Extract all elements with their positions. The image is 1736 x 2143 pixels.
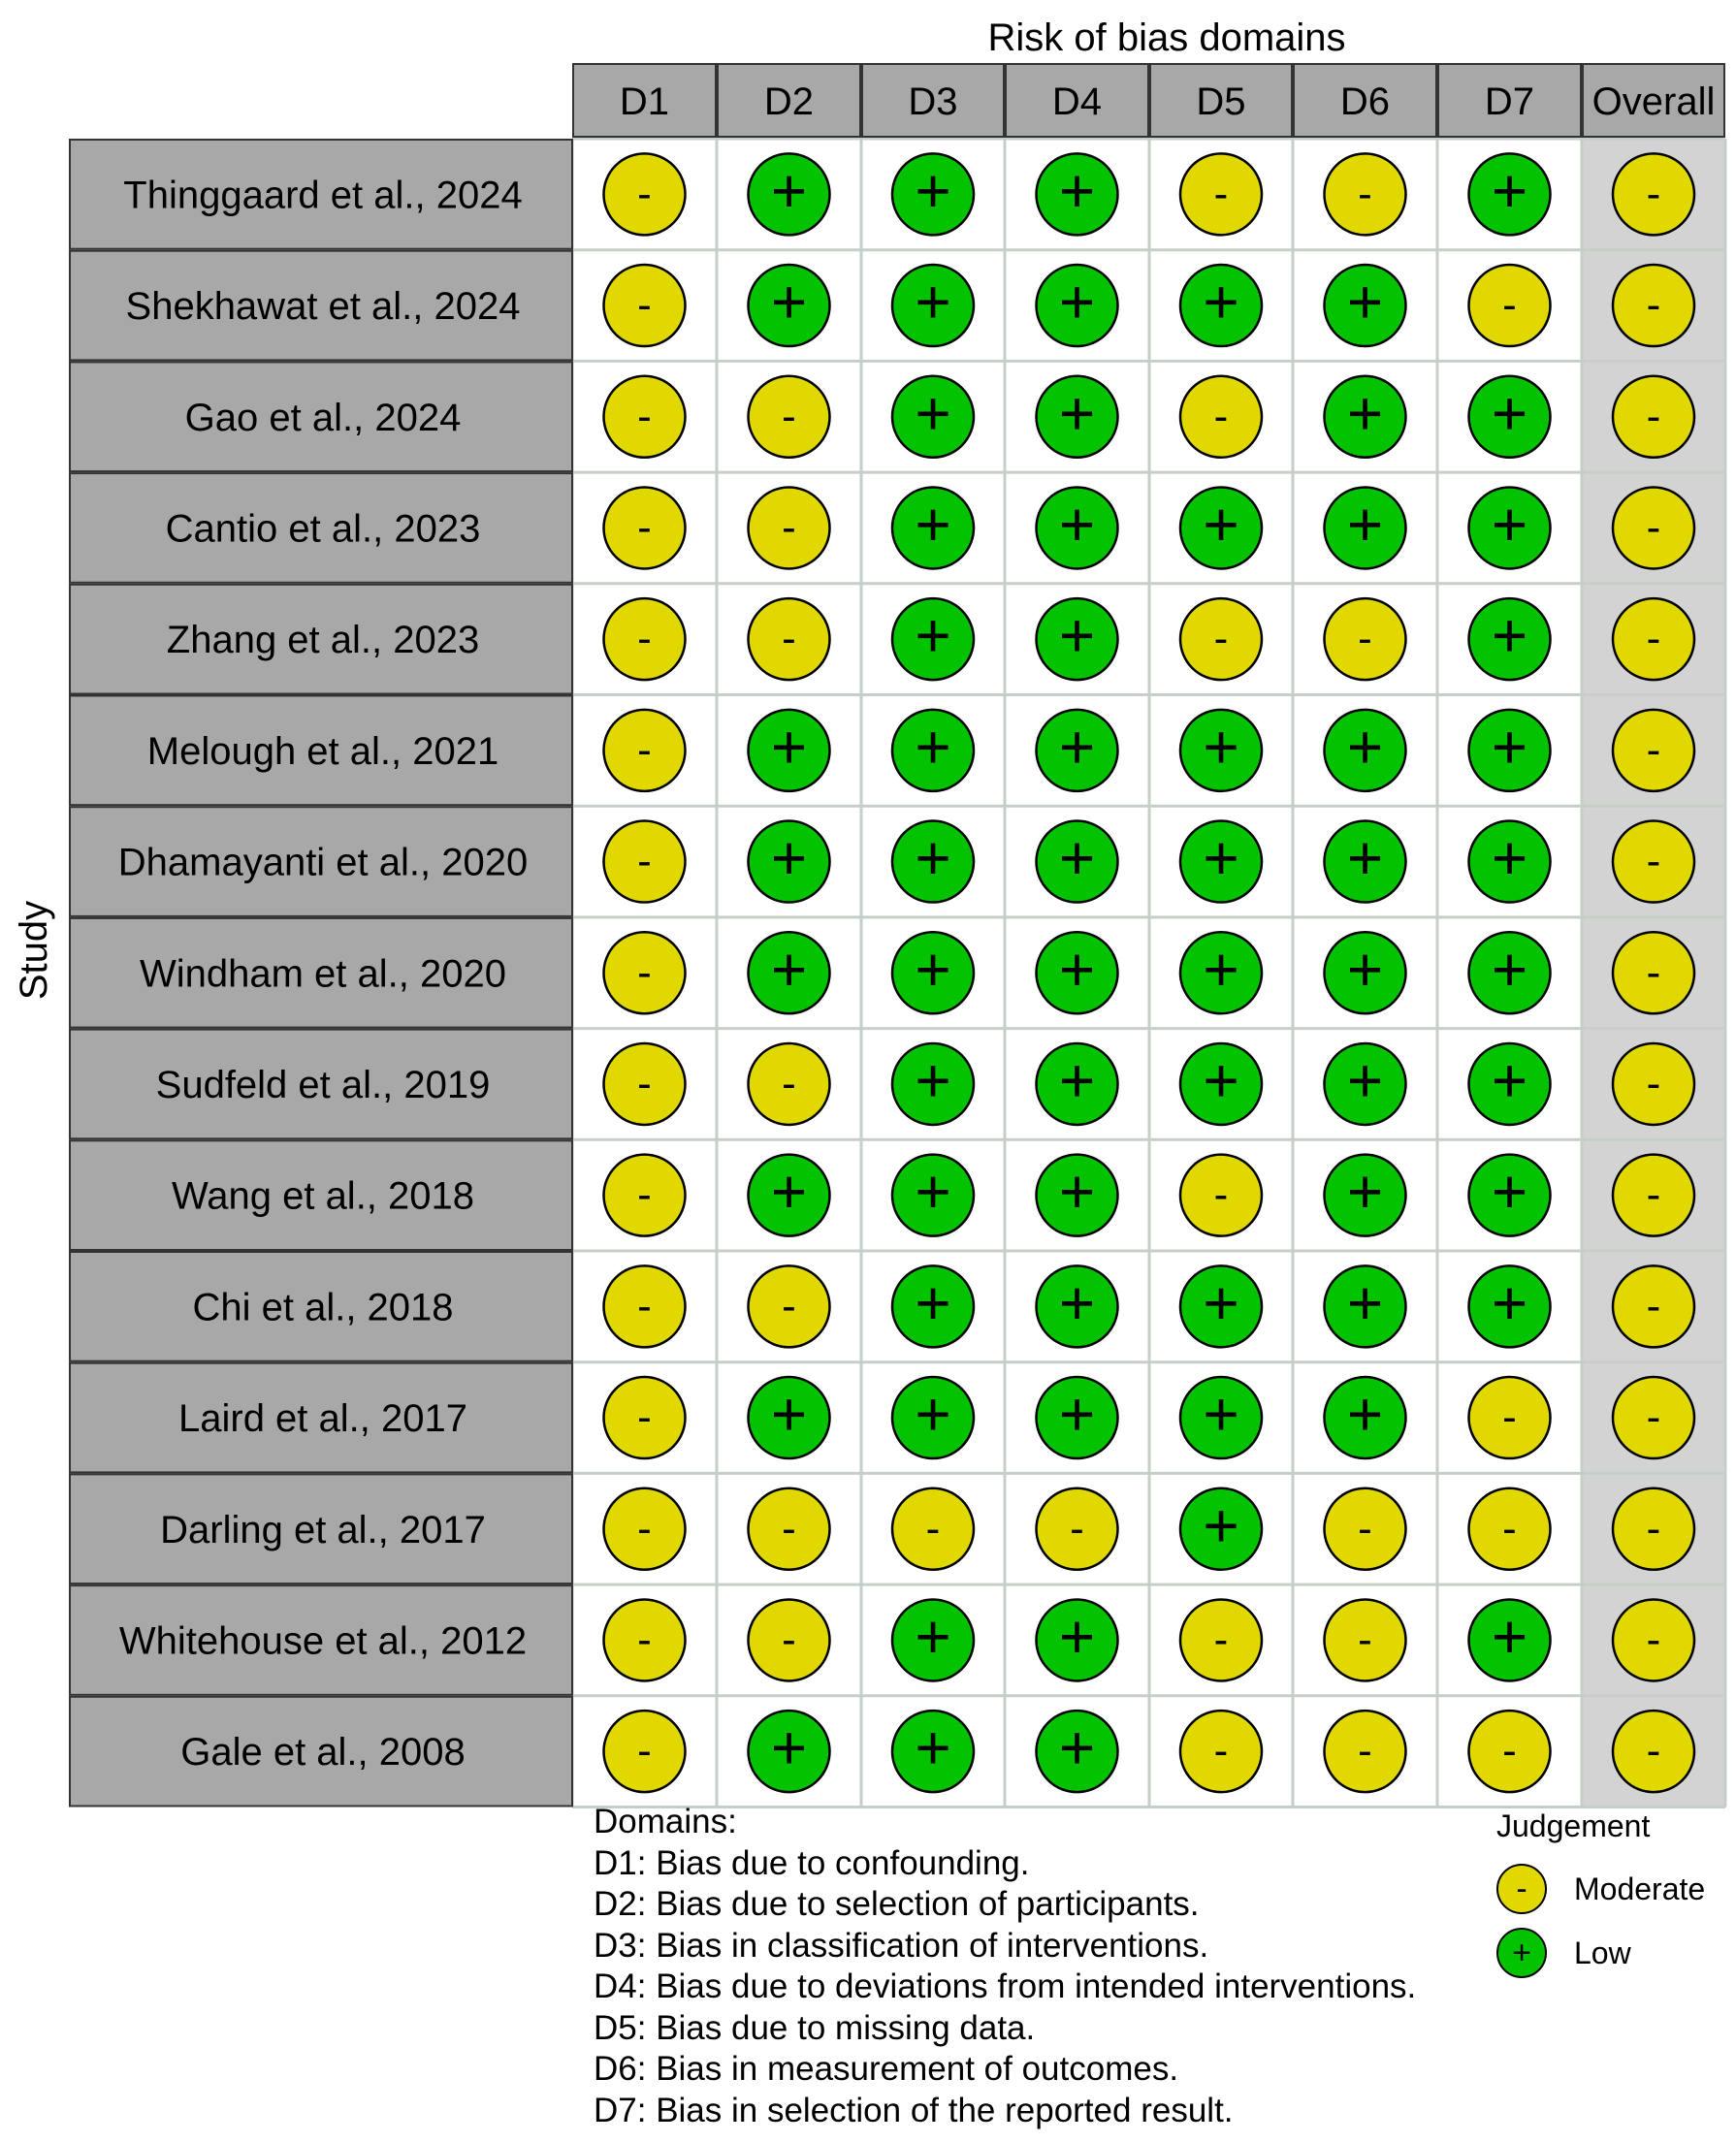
study-label: Darling et al., 2017 xyxy=(160,1508,486,1551)
judgement-symbol: + xyxy=(1058,1044,1096,1115)
judgement-symbol: + xyxy=(1491,822,1528,893)
judgement-symbol: + xyxy=(1058,377,1096,448)
study-label: Cantio et al., 2023 xyxy=(165,507,481,551)
low-dot-icon: + xyxy=(1496,1928,1547,1978)
study-label: Wang et al., 2018 xyxy=(171,1174,475,1218)
judgement-symbol: - xyxy=(1646,170,1661,218)
domain-note-d5: D5: Bias due to missing data. xyxy=(594,2008,1036,2047)
column-header-label: D6 xyxy=(1339,80,1391,123)
judgement-symbol: - xyxy=(1213,615,1229,663)
judgement-symbol: - xyxy=(1646,837,1661,885)
judgement-symbol: + xyxy=(1058,267,1096,337)
judgement-symbol: + xyxy=(1203,1379,1239,1450)
judgement-symbol: - xyxy=(1213,392,1229,440)
judgement-symbol: + xyxy=(915,155,951,226)
study-label: Thinggaard et al., 2024 xyxy=(123,174,523,217)
judgement-symbol: - xyxy=(1646,503,1661,552)
domain-notes xyxy=(594,1802,1416,2131)
judgement-symbol: + xyxy=(915,1156,951,1227)
judgement-symbol: - xyxy=(782,1615,796,1664)
judgement-symbol: - xyxy=(1502,1727,1517,1775)
judgement-symbol: + xyxy=(1058,711,1096,782)
chart-title: Risk of bias domains xyxy=(987,16,1346,59)
study-label: Gao et al., 2024 xyxy=(184,396,462,439)
study-label: Shekhawat et al., 2024 xyxy=(125,285,521,329)
judgement-symbol: + xyxy=(770,155,808,226)
judgement-symbol: + xyxy=(1203,1267,1239,1338)
judgement-symbol: - xyxy=(1646,615,1661,663)
judgement-symbol: - xyxy=(1358,170,1372,218)
y-axis-label: Study xyxy=(13,900,55,1001)
judgement-symbol: - xyxy=(1213,170,1229,218)
judgement-symbol: - xyxy=(782,615,796,663)
judgement-symbol: - xyxy=(637,615,652,663)
column-header-label: D2 xyxy=(763,80,815,123)
judgement-symbol: + xyxy=(1491,934,1528,1005)
judgement-symbol: + xyxy=(1346,377,1384,448)
judgement-symbol: + xyxy=(1346,822,1384,893)
judgement-symbol: - xyxy=(1646,1059,1661,1107)
judgement-symbol: - xyxy=(1646,1615,1661,1664)
judgement-grid xyxy=(70,64,1725,1807)
judgement-symbol: + xyxy=(1491,1044,1528,1115)
domain-note-d3: D3: Bias in classification of interventions. xyxy=(594,1926,1209,1965)
judgement-symbol: + xyxy=(1058,822,1096,893)
domain-note-d2: D2: Bias due to selection of participants. xyxy=(594,1885,1200,1923)
column-header-label: D1 xyxy=(619,80,670,123)
judgement-symbol: - xyxy=(1358,1727,1372,1775)
judgement-symbol: + xyxy=(1203,267,1239,337)
judgement-symbol: - xyxy=(782,1282,796,1330)
judgement-symbol: + xyxy=(1203,711,1239,782)
judgement-symbol: + xyxy=(1058,1379,1096,1450)
study-label: Melough et al., 2021 xyxy=(146,729,499,773)
column-header-label: D7 xyxy=(1484,80,1535,123)
judgement-symbol: - xyxy=(1646,281,1661,330)
judgement-symbol: + xyxy=(1058,1712,1096,1783)
judgement-symbol: + xyxy=(1346,1379,1384,1450)
judgement-symbol: + xyxy=(1203,934,1239,1005)
legend-title: Judgement xyxy=(1496,1808,1651,1843)
judgement-symbol: + xyxy=(1346,711,1384,782)
judgement-symbol: + xyxy=(770,711,808,782)
judgement-symbol: + xyxy=(1491,1156,1528,1227)
judgement-symbol: + xyxy=(770,1379,808,1450)
study-label: Zhang et al., 2023 xyxy=(166,619,480,662)
judgement-symbol: + xyxy=(1058,1601,1096,1672)
judgement-symbol: - xyxy=(1213,1170,1229,1219)
judgement-symbol: + xyxy=(1491,600,1528,671)
judgement-symbol: + xyxy=(770,1156,808,1227)
judgement-symbol: + xyxy=(915,711,951,782)
study-label: Dhamayanti et al., 2020 xyxy=(117,841,529,884)
domain-note-d1: D1: Bias due to confounding. xyxy=(594,1843,1030,1882)
judgement-symbol: - xyxy=(637,1170,652,1219)
study-label: Whitehouse et al., 2012 xyxy=(118,1619,528,1663)
judgement-symbol: + xyxy=(1491,1601,1528,1672)
judgement-symbol: + xyxy=(1058,155,1096,226)
judgement-symbol: - xyxy=(637,392,652,440)
judgement-symbol: + xyxy=(915,1379,951,1450)
judgement-symbol: - xyxy=(1502,281,1517,330)
judgement-symbol: + xyxy=(1058,489,1096,560)
legend-item-low xyxy=(1496,1926,1631,1980)
judgement-symbol: - xyxy=(782,392,796,440)
judgement-symbol: - xyxy=(1646,725,1661,774)
study-label: Laird et al., 2017 xyxy=(178,1397,467,1441)
judgement-symbol: - xyxy=(637,725,652,774)
judgement-symbol: + xyxy=(1058,1156,1096,1227)
judgement-symbol: - xyxy=(637,1727,652,1775)
judgement-symbol: - xyxy=(1213,1615,1229,1664)
judgement-symbol: + xyxy=(1058,1267,1096,1338)
judgement-symbol: + xyxy=(915,377,951,448)
domains-title: Domains: xyxy=(594,1803,737,1840)
judgement-symbol: - xyxy=(637,948,652,997)
judgement-symbol: - xyxy=(637,1615,652,1664)
judgement-symbol: + xyxy=(1491,155,1528,226)
judgement-symbol: + xyxy=(1346,267,1384,337)
judgement-symbol: + xyxy=(1346,934,1384,1005)
moderate-dot-icon: - xyxy=(1496,1864,1547,1914)
judgement-symbol: + xyxy=(1346,489,1384,560)
judgement-symbol: + xyxy=(1346,1267,1384,1338)
judgement-symbol: + xyxy=(1058,934,1096,1005)
study-label: Windham et al., 2020 xyxy=(140,952,506,996)
judgement-symbol: - xyxy=(637,170,652,218)
domain-note-d6: D6: Bias in measurement of outcomes. xyxy=(594,2050,1179,2088)
judgement-symbol: + xyxy=(915,489,951,560)
study-label: Chi et al., 2018 xyxy=(192,1286,454,1329)
column-header-label: D5 xyxy=(1196,80,1246,123)
column-header-label: D3 xyxy=(908,80,958,123)
judgement-symbol: - xyxy=(1358,1615,1372,1664)
judgement-symbol: - xyxy=(925,1504,941,1552)
judgement-symbol: + xyxy=(915,600,951,671)
judgement-symbol: + xyxy=(915,1601,951,1672)
judgement-symbol: - xyxy=(637,281,652,330)
judgement-symbol: + xyxy=(915,934,951,1005)
study-label: Sudfeld et al., 2019 xyxy=(155,1063,491,1106)
judgement-symbol: - xyxy=(1358,615,1372,663)
judgement-symbol: + xyxy=(770,934,808,1005)
judgement-symbol: + xyxy=(1491,377,1528,448)
domain-note-d4: D4: Bias due to deviations from intended interventions. xyxy=(594,1967,1417,2005)
judgement-symbol: - xyxy=(1358,1504,1372,1552)
judgement-symbol: - xyxy=(1646,392,1661,440)
judgement-symbol: - xyxy=(637,503,652,552)
judgement-symbol: - xyxy=(1646,1393,1661,1442)
column-header-label: Overall xyxy=(1591,80,1716,123)
judgement-symbol: + xyxy=(915,822,951,893)
domain-note-d7: D7: Bias in selection of the reported result. xyxy=(594,2091,1234,2129)
judgement-symbol: + xyxy=(915,1712,951,1783)
judgement-symbol: + xyxy=(1491,1267,1528,1338)
judgement-symbol: + xyxy=(1491,711,1528,782)
judgement-symbol: + xyxy=(1346,1156,1384,1227)
judgement-symbol: - xyxy=(1646,1504,1661,1552)
judgement-symbol: - xyxy=(637,1504,652,1552)
study-label: Gale et al., 2008 xyxy=(180,1731,466,1775)
judgement-symbol: + xyxy=(770,267,808,337)
judgement-symbol: + xyxy=(1203,489,1239,560)
judgement-symbol: + xyxy=(1058,600,1096,671)
judgement-symbol: + xyxy=(1491,489,1528,560)
judgement-symbol: - xyxy=(637,837,652,885)
judgement-symbol: - xyxy=(782,503,796,552)
legend-label-moderate: Moderate xyxy=(1574,1871,1706,1906)
judgement-symbol: + xyxy=(770,1712,808,1783)
judgement-symbol: - xyxy=(1070,1504,1084,1552)
legend-label-low: Low xyxy=(1574,1935,1631,1970)
judgement-symbol: - xyxy=(637,1059,652,1107)
judgement-symbol: - xyxy=(1502,1393,1517,1442)
judgement-symbol: + xyxy=(915,1267,951,1338)
judgement-symbol: - xyxy=(1646,1170,1661,1219)
judgement-symbol: + xyxy=(1203,822,1239,893)
judgement-symbol: - xyxy=(1213,1727,1229,1775)
judgement-symbol: - xyxy=(1502,1504,1517,1552)
judgement-symbol: + xyxy=(1346,1044,1384,1115)
column-header-label: D4 xyxy=(1051,80,1103,123)
judgement-symbol: - xyxy=(637,1393,652,1442)
judgement-symbol: - xyxy=(1646,1727,1661,1775)
judgement-symbol: + xyxy=(915,267,951,337)
legend-item-moderate xyxy=(1496,1862,1705,1916)
judgement-symbol: + xyxy=(770,822,808,893)
judgement-symbol: + xyxy=(1203,1044,1239,1115)
judgement-symbol: - xyxy=(1646,948,1661,997)
judgement-symbol: + xyxy=(1203,1489,1239,1560)
judgement-symbol: - xyxy=(637,1282,652,1330)
judgement-symbol: + xyxy=(915,1044,951,1115)
judgement-symbol: - xyxy=(782,1059,796,1107)
judgement-symbol: - xyxy=(782,1504,796,1552)
judgement-symbol: - xyxy=(1646,1282,1661,1330)
